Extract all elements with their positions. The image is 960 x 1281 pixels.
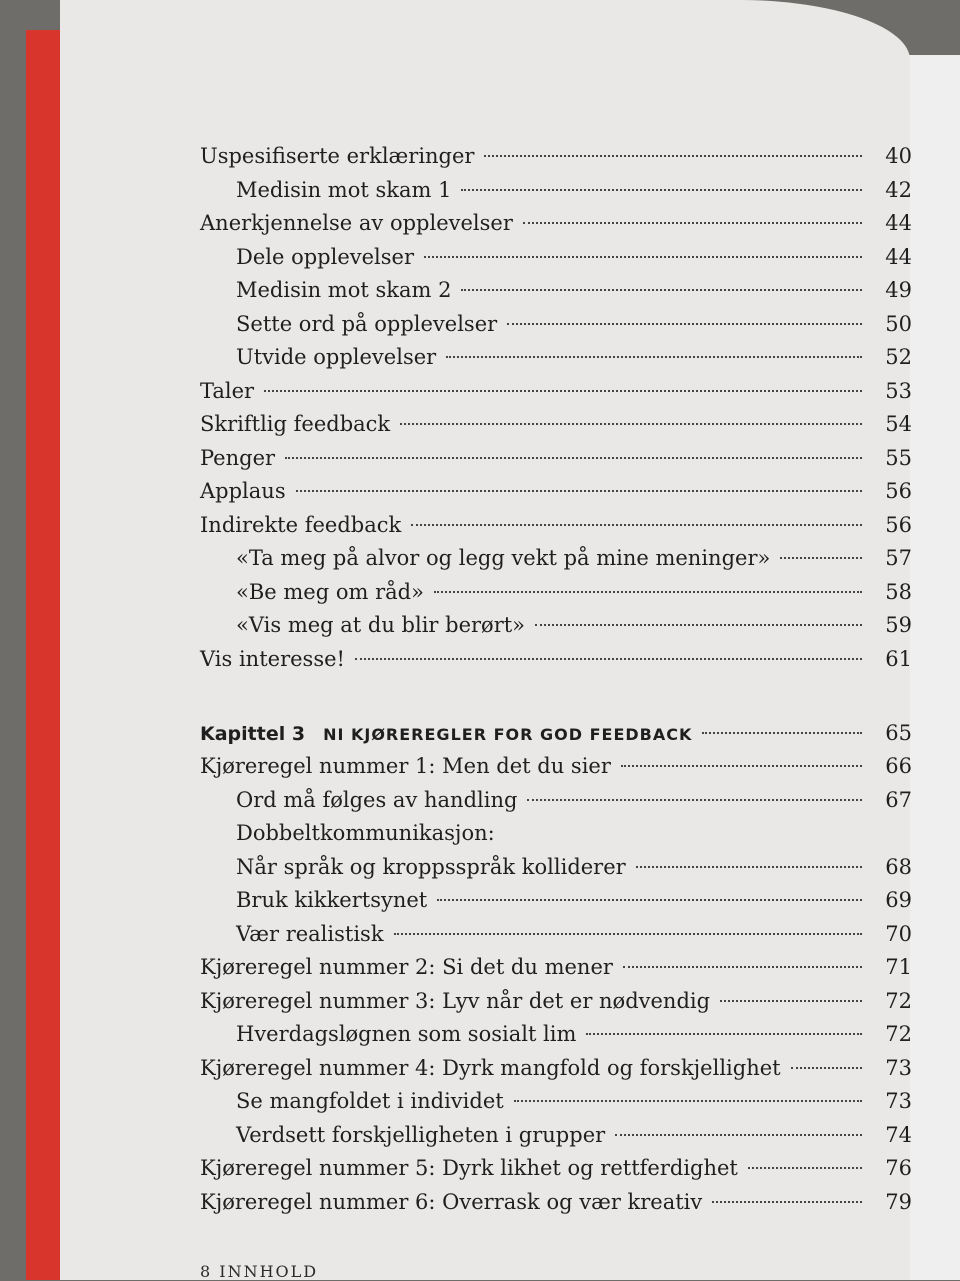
toc-entry: [200, 442, 912, 476]
dot-leader: [285, 457, 862, 459]
toc-entry: [200, 884, 912, 918]
dot-leader: [636, 866, 862, 868]
dot-leader: [791, 1067, 862, 1069]
table-of-contents: [200, 140, 912, 1219]
toc-entry: [200, 918, 912, 952]
toc-entry-title: Vis interesse!: [200, 646, 345, 671]
toc-entry: [200, 851, 912, 885]
toc-entry-title: Kjøreregel nummer 2: Si det du mener: [200, 955, 613, 979]
toc-entry-title: Vær realistisk: [236, 921, 384, 946]
dot-leader: [394, 933, 862, 935]
toc-entry-page: 56: [885, 512, 912, 537]
toc-entry-title: Uspesifiserte erklæringer: [200, 144, 475, 168]
toc-entry-page: 49: [885, 278, 912, 302]
toc-entry: [200, 174, 912, 208]
toc-entry-page: 69: [885, 888, 912, 912]
toc-entry-page: 74: [885, 1122, 912, 1147]
dot-leader: [720, 1000, 862, 1002]
toc-entry: [200, 341, 912, 375]
toc-entry: [200, 308, 912, 342]
chapter-heading: [200, 716, 912, 750]
toc-entry: [200, 1119, 912, 1153]
dot-leader: [623, 966, 862, 968]
toc-entry-page: 57: [885, 546, 912, 570]
toc-entry-title: Indirekte feedback: [200, 512, 402, 537]
toc-entry-title: Utvide opplevelser: [236, 345, 437, 369]
toc-entry-page: 72: [885, 988, 912, 1013]
toc-entry: [200, 576, 912, 610]
toc-entry: [200, 207, 912, 241]
toc-entry-page: 68: [885, 854, 912, 879]
toc-entry-page: 44: [885, 244, 912, 269]
toc-entry: [200, 375, 912, 409]
toc-entry-title: Kjøreregel nummer 3: Lyv når det er nødvendig: [200, 988, 711, 1013]
toc-entry: [200, 408, 912, 442]
dot-leader: [461, 289, 862, 291]
chapter-title: NI KJØREREGLER FOR GOD FEEDBACK: [323, 725, 693, 744]
toc-entry-title: «Be meg om råd»: [236, 579, 424, 604]
toc-entry-title: Kjøreregel nummer 6: Overrask og vær kreativ: [200, 1189, 703, 1214]
toc-entry: [200, 1085, 912, 1119]
toc-entry-page: 76: [885, 1156, 912, 1180]
toc-entry-page: 54: [885, 412, 912, 436]
toc-entry: [200, 784, 912, 818]
dot-leader: [296, 490, 862, 492]
chapter-page-number: 65: [885, 721, 912, 745]
page-footer: 8 INNHOLD: [200, 1262, 319, 1281]
toc-entry-page: 44: [885, 211, 912, 235]
toc-entry-title: Applaus: [200, 479, 286, 503]
toc-entry: [200, 609, 912, 643]
toc-entry-page: 67: [885, 787, 912, 812]
toc-entry-page: 50: [885, 311, 912, 336]
toc-entry-title: Ord må følges av handling: [236, 787, 518, 812]
toc-entry-title: Penger: [200, 445, 276, 470]
toc-entry-title: Verdsett forskjelligheten i grupper: [236, 1122, 606, 1147]
dot-leader: [434, 591, 862, 593]
dot-leader: [514, 1100, 862, 1102]
toc-entry: [200, 951, 912, 985]
toc-entry-page: 72: [885, 1022, 912, 1046]
toc-entry: [200, 1186, 912, 1220]
toc-entry-page: 66: [885, 754, 912, 778]
toc-entry: [200, 542, 912, 576]
toc-entry-title: Bruk kikkertsynet: [236, 888, 428, 912]
toc-entry-page: 73: [885, 1089, 912, 1113]
toc-entry-page: 42: [885, 177, 912, 202]
toc-entry: [200, 985, 912, 1019]
toc-entry-title: «Vis meg at du blir berørt»: [236, 613, 526, 637]
dot-leader: [712, 1201, 862, 1203]
toc-entry-page: 53: [885, 378, 912, 403]
dot-leader: [527, 799, 862, 801]
toc-entry-title: Medisin mot skam 2: [236, 278, 452, 302]
toc-entry-title: Medisin mot skam 1: [236, 177, 452, 202]
dot-leader: [523, 222, 862, 224]
dot-leader: [615, 1134, 862, 1136]
dot-leader: [446, 356, 862, 358]
toc-entry-title: Anerkjennelse av opplevelser: [200, 211, 513, 235]
dot-leader: [702, 732, 862, 734]
toc-entry-title: Dobbeltkommunikasjon:: [236, 821, 495, 845]
toc-list-top: [200, 140, 912, 676]
dot-leader: [400, 423, 862, 425]
toc-entry: [200, 643, 912, 677]
toc-entry-title: «Ta meg på alvor og legg vekt på mine meninger»: [236, 546, 771, 570]
toc-entry-page: 52: [885, 345, 912, 369]
book-page: [60, 0, 910, 1280]
dot-leader: [621, 765, 862, 767]
toc-entry-page: 56: [885, 479, 912, 503]
toc-entry: [200, 274, 912, 308]
toc-entry-title: Dele opplevelser: [236, 244, 415, 269]
toc-entry: [200, 1052, 912, 1086]
toc-entry: [200, 750, 912, 784]
toc-list-bottom: [200, 750, 912, 1219]
toc-entry: [200, 140, 912, 174]
toc-entry-page: 79: [885, 1189, 912, 1214]
toc-entry-title: Kjøreregel nummer 1: Men det du sier: [200, 754, 611, 778]
toc-entry-title: Kjøreregel nummer 4: Dyrk mangfold og forskjellighet: [200, 1055, 781, 1080]
toc-entry-page: 73: [885, 1055, 912, 1080]
toc-entry-title: Når språk og kroppsspråk kolliderer: [236, 854, 626, 879]
toc-entry-title: Taler: [200, 378, 255, 403]
toc-entry-page: 71: [885, 955, 912, 979]
toc-entry-page: 70: [885, 921, 912, 946]
toc-entry-page: 61: [885, 646, 912, 671]
dot-leader: [748, 1167, 862, 1169]
dot-leader: [264, 390, 862, 392]
dot-leader: [355, 658, 862, 660]
dot-leader: [484, 155, 862, 157]
dot-leader: [535, 624, 862, 626]
chapter-label: Kapittel 3: [200, 723, 306, 745]
toc-entry-title: Hverdagsløgnen som sosialt lim: [236, 1022, 577, 1046]
dot-leader: [780, 557, 862, 559]
dot-leader: [424, 256, 862, 258]
toc-entry-page: 40: [885, 144, 912, 168]
facing-page: [905, 55, 960, 1280]
toc-entry: [200, 1152, 912, 1186]
toc-entry-title: Sette ord på opplevelser: [236, 311, 498, 336]
toc-entry-page: 58: [885, 579, 912, 604]
toc-entry: [200, 241, 912, 275]
dot-leader: [507, 323, 862, 325]
dot-leader: [437, 899, 862, 901]
toc-entry: [200, 475, 912, 509]
toc-entry: [200, 509, 912, 543]
toc-entry-page: 59: [885, 613, 912, 637]
dot-leader: [411, 524, 862, 526]
toc-entry: [200, 1018, 912, 1052]
toc-entry-title: Skriftlig feedback: [200, 412, 391, 436]
toc-entry: [200, 817, 912, 851]
dot-leader: [586, 1033, 862, 1035]
toc-entry-page: 55: [885, 445, 912, 470]
toc-entry-title: Kjøreregel nummer 5: Dyrk likhet og rettferdighet: [200, 1156, 738, 1180]
dot-leader: [461, 189, 862, 191]
toc-entry-title: Se mangfoldet i individet: [236, 1089, 504, 1113]
